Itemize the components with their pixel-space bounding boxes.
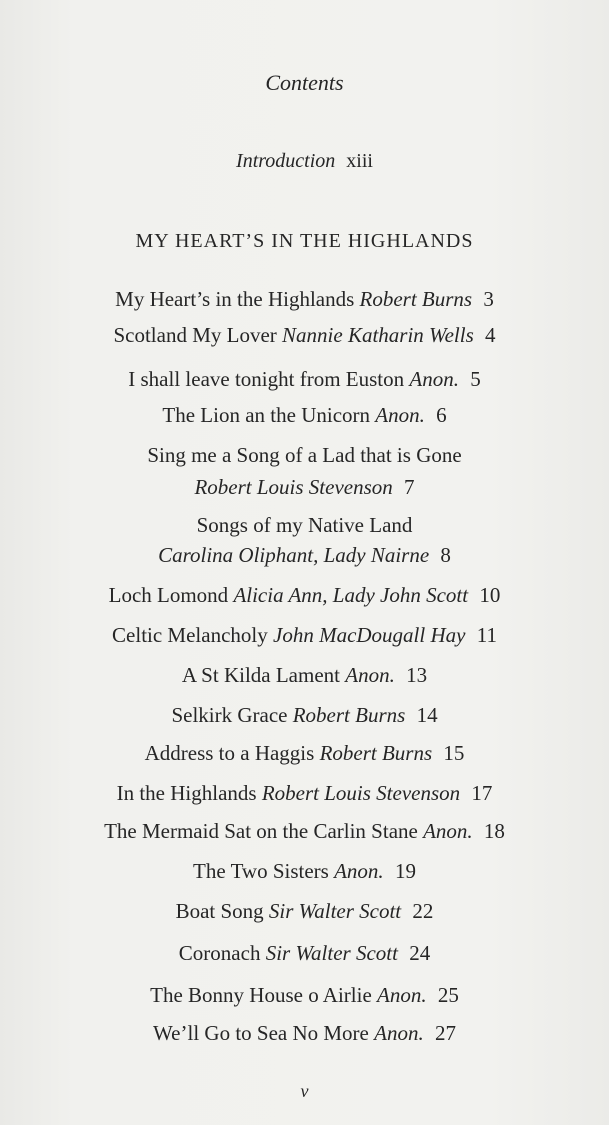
entry-page: 6 [436, 403, 447, 427]
toc-entry [0, 702, 609, 728]
entry-title: The Bonny House o Airlie [150, 983, 372, 1007]
toc-entry-title-line [0, 442, 609, 468]
entry-page: 24 [409, 941, 431, 965]
entry-page: 22 [412, 899, 434, 923]
entry-author: Sir Walter Scott [265, 941, 398, 965]
entry-author: Nannie Katharin Wells [282, 323, 474, 347]
entry-author: Anon. [374, 1021, 424, 1045]
entry-page: 25 [437, 983, 459, 1007]
entry-page: 10 [479, 583, 501, 607]
entry-author: John MacDougall Hay [273, 623, 466, 647]
toc-entry [0, 780, 609, 806]
entry-page: 17 [471, 781, 493, 805]
entry-title: The Two Sisters [193, 859, 329, 883]
entry-title: Selkirk Grace [171, 703, 288, 727]
entry-author: Anon. [409, 367, 459, 391]
entry-page: 3 [483, 287, 494, 311]
entry-page: 4 [485, 323, 496, 347]
page-number: v [300, 1081, 309, 1101]
entry-author: Robert Louis Stevenson [194, 475, 393, 499]
toc-entry [0, 322, 609, 348]
toc-entry [0, 662, 609, 688]
toc-entry [0, 622, 609, 648]
entry-title: I shall leave tonight from Euston [128, 367, 405, 391]
entry-title: Coronach [178, 941, 261, 965]
entry-title: Boat Song [175, 899, 264, 923]
toc-entry-author-line [0, 542, 609, 568]
toc-entry [0, 818, 609, 844]
toc-entry [0, 402, 609, 428]
entry-page: 19 [394, 859, 416, 883]
entry-page: 5 [470, 367, 481, 391]
entry-author: Anon. [334, 859, 384, 883]
entry-page: 14 [416, 703, 438, 727]
entry-page: 11 [476, 623, 497, 647]
entry-title: A St Kilda Lament [181, 663, 340, 687]
entry-author: Anon. [377, 983, 427, 1007]
toc-entry [0, 858, 609, 884]
entry-author: Robert Burns [292, 703, 406, 727]
introduction-page: xiii [346, 150, 373, 172]
entry-title: The Mermaid Sat on the Carlin Stane [104, 819, 418, 843]
contents-title: Contents [265, 70, 344, 95]
entry-author: Anon. [423, 819, 473, 843]
entry-author: Carolina Oliphant, Lady Nairne [158, 543, 430, 567]
entry-title: My Heart’s in the Highlands [115, 287, 355, 311]
entry-page: 18 [483, 819, 505, 843]
entry-author: Robert Louis Stevenson [261, 781, 461, 805]
entry-author: Anon. [345, 663, 395, 687]
entry-page: 8 [440, 543, 451, 567]
entry-title: We’ll Go to Sea No More [153, 1021, 369, 1045]
entry-author: Robert Burns [359, 287, 473, 311]
toc-entry-author-line [0, 474, 609, 500]
entry-title: Loch Lomond [108, 583, 229, 607]
entry-author: Sir Walter Scott [268, 899, 402, 923]
toc-entry [0, 982, 609, 1008]
toc-entry [0, 582, 609, 608]
toc-entry [0, 366, 609, 392]
toc-entry [0, 940, 609, 966]
toc-entry [0, 898, 609, 924]
toc-entry [0, 1020, 609, 1046]
entry-title: Scotland My Lover [113, 323, 277, 347]
entry-author: Alicia Ann, Lady John Scott [233, 583, 469, 607]
entry-page: 7 [404, 475, 415, 499]
entry-page: 27 [434, 1021, 456, 1045]
entry-page: 15 [443, 741, 465, 765]
toc-entry [0, 740, 609, 766]
entry-title: Songs of my Native Land [196, 513, 413, 537]
entry-page: 13 [406, 663, 428, 687]
entry-title: The Lion an the Unicorn [162, 403, 371, 427]
introduction-label: Introduction [236, 150, 336, 172]
entry-title: Sing me a Song of a Lad that is Gone [147, 443, 462, 467]
entry-title: In the Highlands [116, 781, 257, 805]
entry-author: Robert Burns [319, 741, 433, 765]
entry-title: Celtic Melancholy [112, 623, 268, 647]
toc-entry [0, 286, 609, 312]
entry-title: Address to a Haggis [144, 741, 315, 765]
introduction-entry [0, 148, 609, 174]
toc-entry-title-line [0, 512, 609, 538]
section-heading: MY HEART’S IN THE HIGHLANDS [135, 230, 474, 252]
entry-author: Anon. [375, 403, 425, 427]
